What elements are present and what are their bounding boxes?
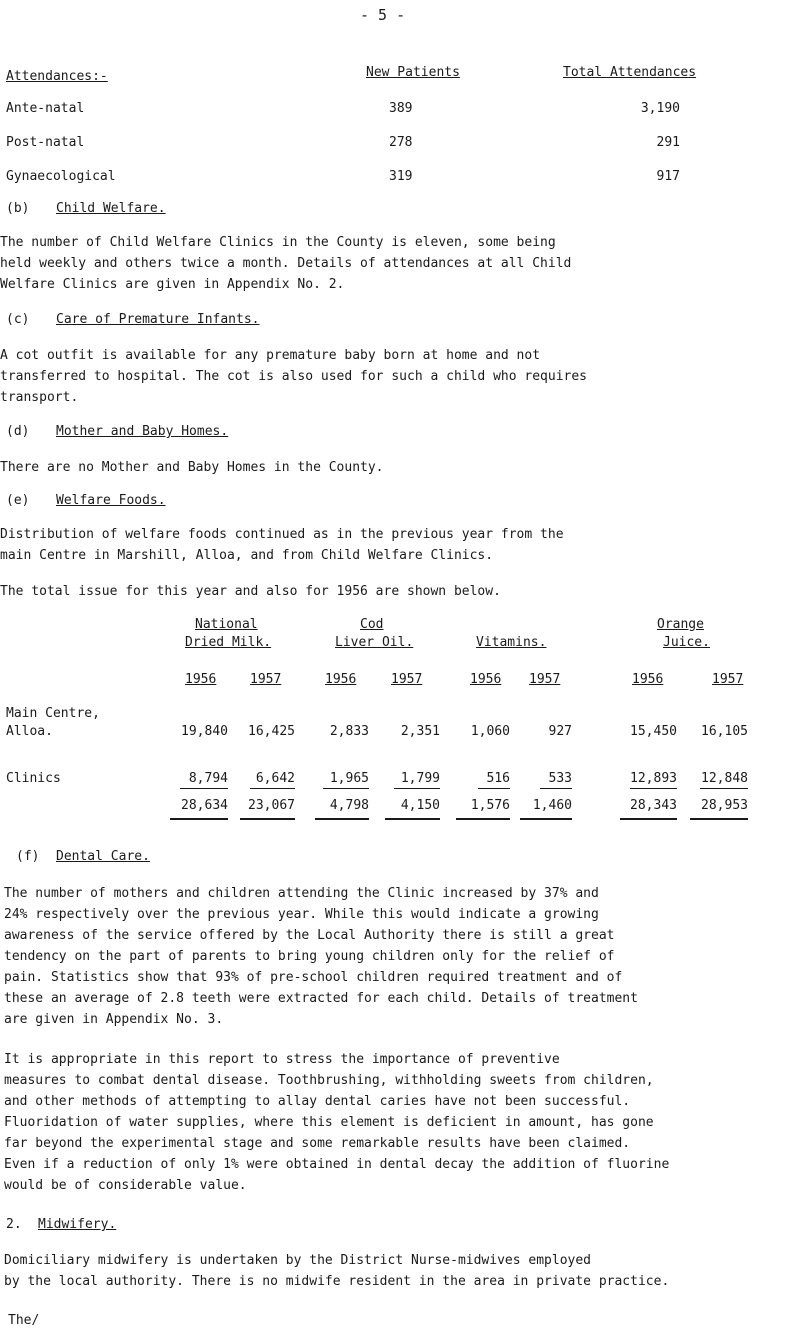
foods-cell: 1,060 xyxy=(470,724,510,739)
subtotal-rule xyxy=(478,788,510,789)
section-f-line: Even if a reduction of only 1% were obtained in dental decay the addition of fluorine xyxy=(4,1157,670,1172)
foods-total-cell: 28,953 xyxy=(701,798,748,813)
total-rule xyxy=(456,818,510,820)
attendance-row-total: 291 xyxy=(656,135,680,150)
foods-group-header: Vitamins. xyxy=(476,635,547,650)
foods-row-label: Main Centre, xyxy=(6,706,100,721)
subtotal-rule xyxy=(700,788,748,789)
foods-year-header: 1957 xyxy=(529,672,561,687)
section-c-line: transferred to hospital. The cot is also used for such a child who requires xyxy=(0,369,587,384)
foods-cell: 2,833 xyxy=(329,724,369,739)
attendance-row-label: Ante-natal xyxy=(6,101,85,116)
foods-year-header: 1957 xyxy=(391,672,423,687)
foods-year-header: 1956 xyxy=(185,672,217,687)
foods-total-cell: 28,634 xyxy=(181,798,228,813)
section-c-line: A cot outfit is available for any premature baby born at home and not xyxy=(0,348,541,363)
section-d-line: There are no Mother and Baby Homes in the County. xyxy=(0,460,384,475)
section-2-number: 2. xyxy=(6,1217,22,1232)
section-f-line: Fluoridation of water supplies, where this element is deficient in amount, has gone xyxy=(4,1115,654,1130)
section-e-intro: The total issue for this year and also for 1956 are shown below. xyxy=(0,584,501,599)
foods-cell: 12,848 xyxy=(701,771,748,786)
section-c-line: transport. xyxy=(0,390,79,405)
section-b-number: (b) xyxy=(6,201,30,216)
foods-cell: 8,794 xyxy=(188,771,228,786)
subtotal-rule xyxy=(630,788,677,789)
section-e-line: Distribution of welfare foods continued as in the previous year from the xyxy=(0,527,564,542)
total-attendances-column-header: Total Attendances xyxy=(563,65,697,80)
foods-total-cell: 1,576 xyxy=(470,798,510,813)
foods-cell: 16,425 xyxy=(248,724,295,739)
foods-cell: 19,840 xyxy=(181,724,228,739)
foods-group-header: Cod xyxy=(360,617,384,632)
foods-total-cell: 1,460 xyxy=(532,798,572,813)
section-f-line: would be of considerable value. xyxy=(4,1178,247,1193)
section-f-line: awareness of the service offered by the Local Authority there is still a great xyxy=(4,928,615,943)
foods-total-cell: 4,798 xyxy=(329,798,369,813)
total-rule xyxy=(620,818,677,820)
total-rule xyxy=(170,818,228,820)
foods-cell: 1,799 xyxy=(400,771,440,786)
section-f-number: (f) xyxy=(16,849,40,864)
foods-cell: 6,642 xyxy=(255,771,295,786)
foods-cell: 16,105 xyxy=(701,724,748,739)
attendances-heading: Attendances:- xyxy=(6,69,108,84)
foods-group-header: Liver Oil. xyxy=(335,635,414,650)
attendance-row-total: 917 xyxy=(656,169,680,184)
total-rule xyxy=(385,818,440,820)
section-b-line: The number of Child Welfare Clinics in the County is eleven, some being xyxy=(0,235,556,250)
section-b-line: Welfare Clinics are given in Appendix No. 2. xyxy=(0,277,345,292)
section-f-line: these an average of 2.8 teeth were extracted for each child. Details of treatment xyxy=(4,991,638,1006)
foods-group-header: Orange xyxy=(657,617,704,632)
section-f-line: tendency on the part of parents to bring young children only for the relief of xyxy=(4,949,615,964)
total-rule xyxy=(520,818,572,820)
continuation-catchword: The/ xyxy=(8,1313,40,1328)
section-f-heading: Dental Care. xyxy=(56,849,150,864)
foods-group-header: Dried Milk. xyxy=(185,635,272,650)
foods-group-header: Juice. xyxy=(663,635,710,650)
section-f-line: It is appropriate in this report to stress the importance of preventive xyxy=(4,1052,560,1067)
section-f-line: are given in Appendix No. 3. xyxy=(4,1012,224,1027)
subtotal-rule xyxy=(323,788,369,789)
section-d-heading: Mother and Baby Homes. xyxy=(56,424,229,439)
foods-cell: 2,351 xyxy=(400,724,440,739)
total-rule xyxy=(240,818,295,820)
attendance-row-new: 389 xyxy=(389,101,413,116)
section-c-number: (c) xyxy=(6,312,30,327)
subtotal-rule xyxy=(250,788,295,789)
new-patients-column-header: New Patients xyxy=(366,65,460,80)
section-f-line: measures to combat dental disease. Toothbrushing, withholding sweets from children, xyxy=(4,1073,654,1088)
attendance-row-new: 319 xyxy=(389,169,413,184)
foods-year-header: 1956 xyxy=(632,672,664,687)
foods-row-label: Clinics xyxy=(6,771,61,786)
foods-cell: 533 xyxy=(548,771,572,786)
foods-year-header: 1956 xyxy=(325,672,357,687)
section-f-line: The number of mothers and children attending the Clinic increased by 37% and xyxy=(4,886,599,901)
section-c-heading: Care of Premature Infants. xyxy=(56,312,260,327)
subtotal-rule xyxy=(180,788,228,789)
subtotal-rule xyxy=(540,788,572,789)
foods-group-header: National xyxy=(195,617,258,632)
section-2-heading: Midwifery. xyxy=(38,1217,117,1232)
foods-year-header: 1957 xyxy=(712,672,744,687)
foods-total-cell: 23,067 xyxy=(248,798,295,813)
foods-year-header: 1957 xyxy=(250,672,282,687)
attendance-row-label: Gynaecological xyxy=(6,169,116,184)
attendance-row-total: 3,190 xyxy=(640,101,680,116)
foods-cell: 927 xyxy=(548,724,572,739)
foods-year-header: 1956 xyxy=(470,672,502,687)
section-e-heading: Welfare Foods. xyxy=(56,493,166,508)
subtotal-rule xyxy=(394,788,440,789)
total-rule xyxy=(315,818,369,820)
foods-cell: 15,450 xyxy=(630,724,677,739)
foods-cell: 1,965 xyxy=(329,771,369,786)
section-e-number: (e) xyxy=(6,493,30,508)
foods-cell: 12,893 xyxy=(630,771,677,786)
section-f-line: far beyond the experimental stage and some remarkable results have been claimed. xyxy=(4,1136,631,1151)
attendance-row-label: Post-natal xyxy=(6,135,85,150)
section-f-line: pain. Statistics show that 93% of pre-school children required treatment and of xyxy=(4,970,623,985)
section-f-line: and other methods of attempting to allay dental caries have not been successful. xyxy=(4,1094,631,1109)
section-d-number: (d) xyxy=(6,424,30,439)
section-2-line: by the local authority. There is no midwife resident in the area in private practice. xyxy=(4,1274,670,1289)
foods-total-cell: 4,150 xyxy=(400,798,440,813)
foods-total-cell: 28,343 xyxy=(630,798,677,813)
section-b-line: held weekly and others twice a month. Details of attendances at all Child xyxy=(0,256,572,271)
foods-cell: 516 xyxy=(486,771,510,786)
section-2-line: Domiciliary midwifery is undertaken by the District Nurse-midwives employed xyxy=(4,1253,591,1268)
section-e-line: main Centre in Marshill, Alloa, and from Child Welfare Clinics. xyxy=(0,548,494,563)
page-number: - 5 - xyxy=(360,6,406,24)
section-f-line: 24% respectively over the previous year. While this would indicate a growing xyxy=(4,907,599,922)
attendance-row-new: 278 xyxy=(389,135,413,150)
total-rule xyxy=(690,818,748,820)
section-b-heading: Child Welfare. xyxy=(56,201,166,216)
foods-row-label: Alloa. xyxy=(6,724,53,739)
